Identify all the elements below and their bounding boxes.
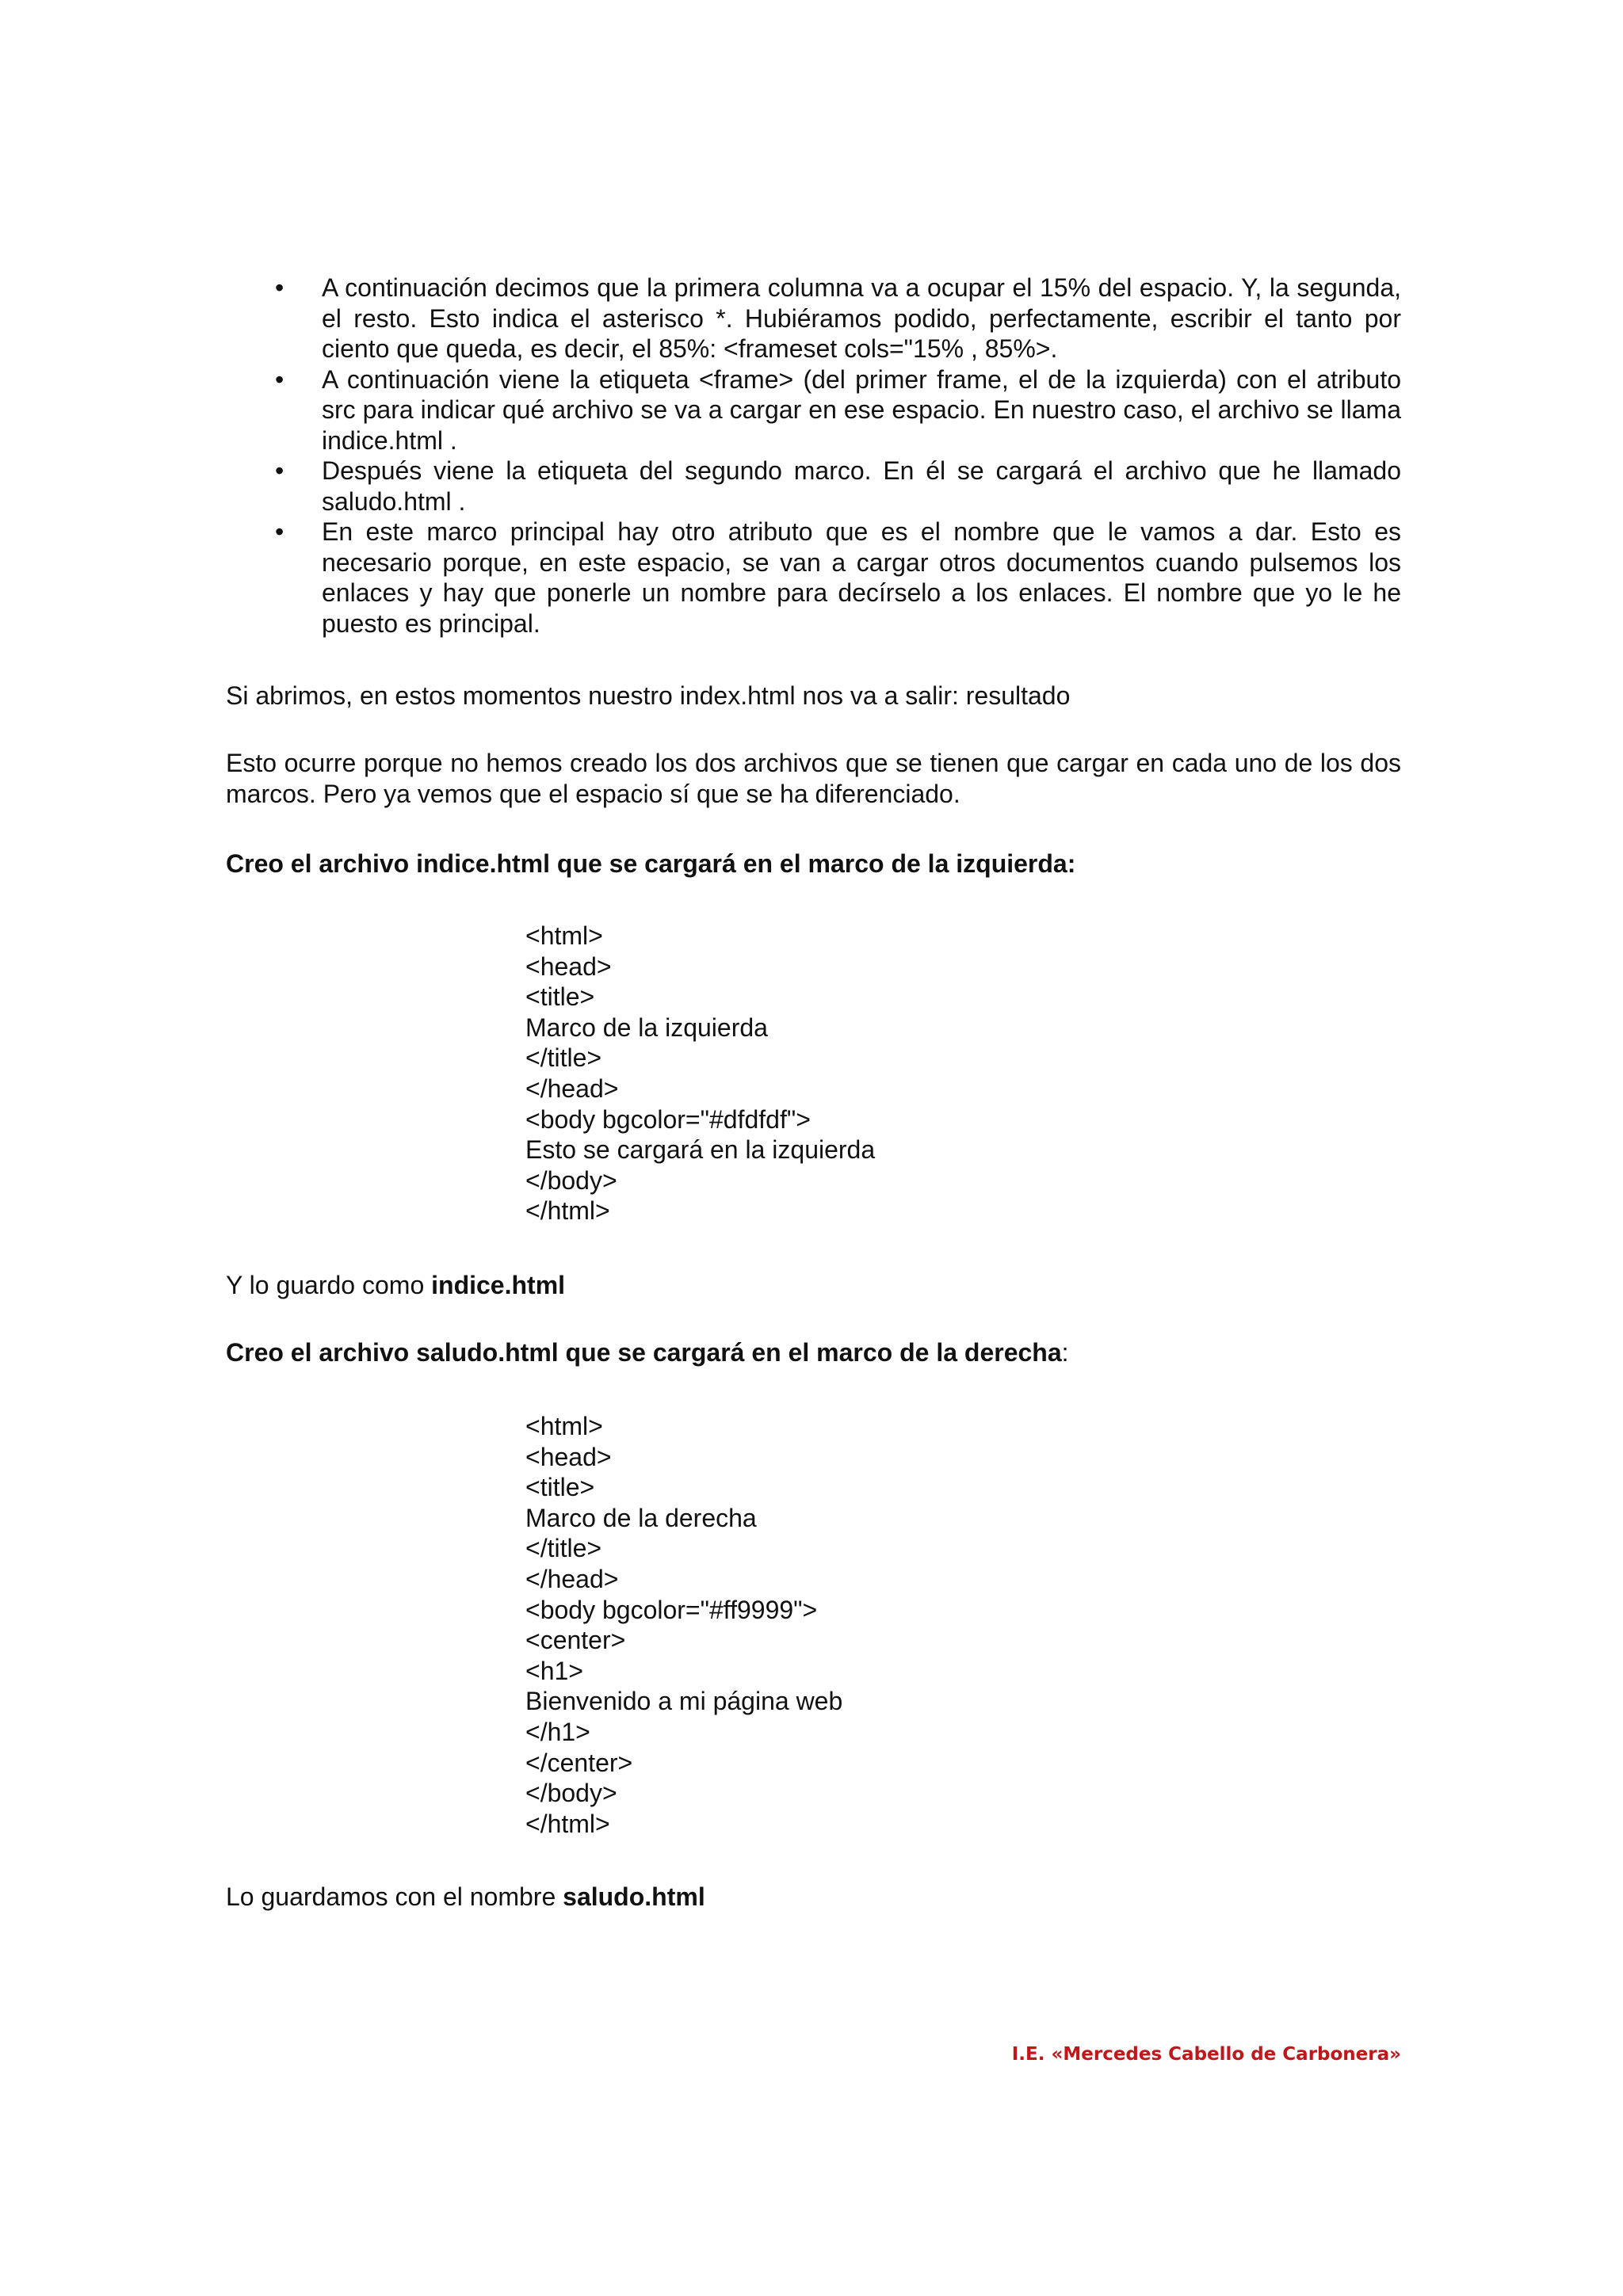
save-saludo-line <box>226 1882 1401 1913</box>
paragraph-explanation: Esto ocurre porque no hemos creado los dos archivos que se tienen que cargar en cada uno de los dos marcos. Pero ya vemos que el espacio sí que se ha diferenciado. <box>226 749 1401 808</box>
code-block-indice <box>525 921 875 1226</box>
code-line: <head> <box>525 952 612 981</box>
code-line: </title> <box>525 1534 602 1563</box>
bullet-text: Después viene la etiqueta del segundo marco. En él se cargará el archivo que he llamado saludo.html . <box>322 456 1401 516</box>
code-line: </body> <box>525 1779 617 1808</box>
list-item <box>226 364 1401 456</box>
list-item <box>226 456 1401 517</box>
save-indice-line <box>226 1270 1401 1301</box>
code-line: <center> <box>525 1626 626 1655</box>
code-block-saludo <box>525 1411 842 1839</box>
list-item <box>226 517 1401 639</box>
bullet-icon: • <box>275 517 285 546</box>
bullet-text: En este marco principal hay otro atributo que es el nombre que le vamos a dar. Esto es necesario porque, en este espacio, se van a cargar otros documentos cuando pulsemos los enlaces y hay que ponerle un nombre para decírselo a los enlaces. El nombre que yo le he puesto es principal. <box>322 517 1401 638</box>
footer-institution: I.E. «Mercedes Cabello de Carbonera» <box>1011 2044 1401 2065</box>
code-line: </html> <box>525 1196 610 1226</box>
code-line: </html> <box>525 1809 610 1838</box>
save-saludo-filename: saludo.html <box>563 1882 705 1911</box>
code-line: <html> <box>525 1412 603 1440</box>
code-line: <body bgcolor="#ff9999"> <box>525 1595 818 1624</box>
code-line: Bienvenido a mi página web <box>525 1687 843 1716</box>
code-line: </title> <box>525 1043 602 1073</box>
code-line: Marco de la derecha <box>525 1503 757 1532</box>
heading-saludo-text: Creo el archivo saludo.html que se cargará en el marco de la derecha <box>226 1338 1062 1367</box>
bullet-icon: • <box>275 456 285 485</box>
heading-saludo <box>226 1337 1401 1368</box>
code-line: <h1> <box>525 1656 583 1685</box>
code-line: Esto se cargará en la izquierda <box>525 1135 876 1165</box>
list-item <box>226 273 1401 364</box>
bullet-list <box>226 273 1401 639</box>
code-line: <title> <box>525 1473 595 1502</box>
bullet-text: A continuación decimos que la primera columna va a ocupar el 15% del espacio. Y, la segunda, el resto. Esto indica el asterisco *. Hubiéramos podido, perfectamente, escribir el tanto por ciento que queda, es decir, el 85%: <frameset cols="15% , 85%>. <box>322 273 1401 363</box>
code-line: </center> <box>525 1748 633 1777</box>
save-indice-filename: indice.html <box>431 1271 566 1299</box>
paragraph-open-result: Si abrimos, en estos momentos nuestro index.html nos va a salir: resultado <box>226 681 1071 710</box>
bullet-icon: • <box>275 364 285 394</box>
code-line: </head> <box>525 1074 619 1103</box>
heading-indice: Creo el archivo indice.html que se cargará en el marco de la izquierda: <box>226 849 1076 878</box>
save-indice-prefix: Y lo guardo como <box>226 1271 432 1299</box>
code-line: Marco de la izquierda <box>525 1013 768 1042</box>
code-line: </head> <box>525 1564 619 1593</box>
code-line: </body> <box>525 1165 617 1195</box>
code-line: </h1> <box>525 1717 590 1746</box>
code-line: <html> <box>525 921 603 950</box>
save-saludo-prefix: Lo guardamos con el nombre <box>226 1882 563 1911</box>
heading-saludo-colon: : <box>1061 1338 1069 1367</box>
code-line: <body bgcolor="#dfdfdf"> <box>525 1104 811 1134</box>
code-line: <head> <box>525 1442 612 1471</box>
bullet-icon: • <box>275 273 285 302</box>
code-line: <title> <box>525 982 595 1012</box>
bullet-text: A continuación viene la etiqueta <frame> (del primer frame, el de la izquierda) con el atributo src para indicar qué archivo se va a cargar en ese espacio. En nuestro caso, el archivo se llama indice.html . <box>322 364 1401 455</box>
